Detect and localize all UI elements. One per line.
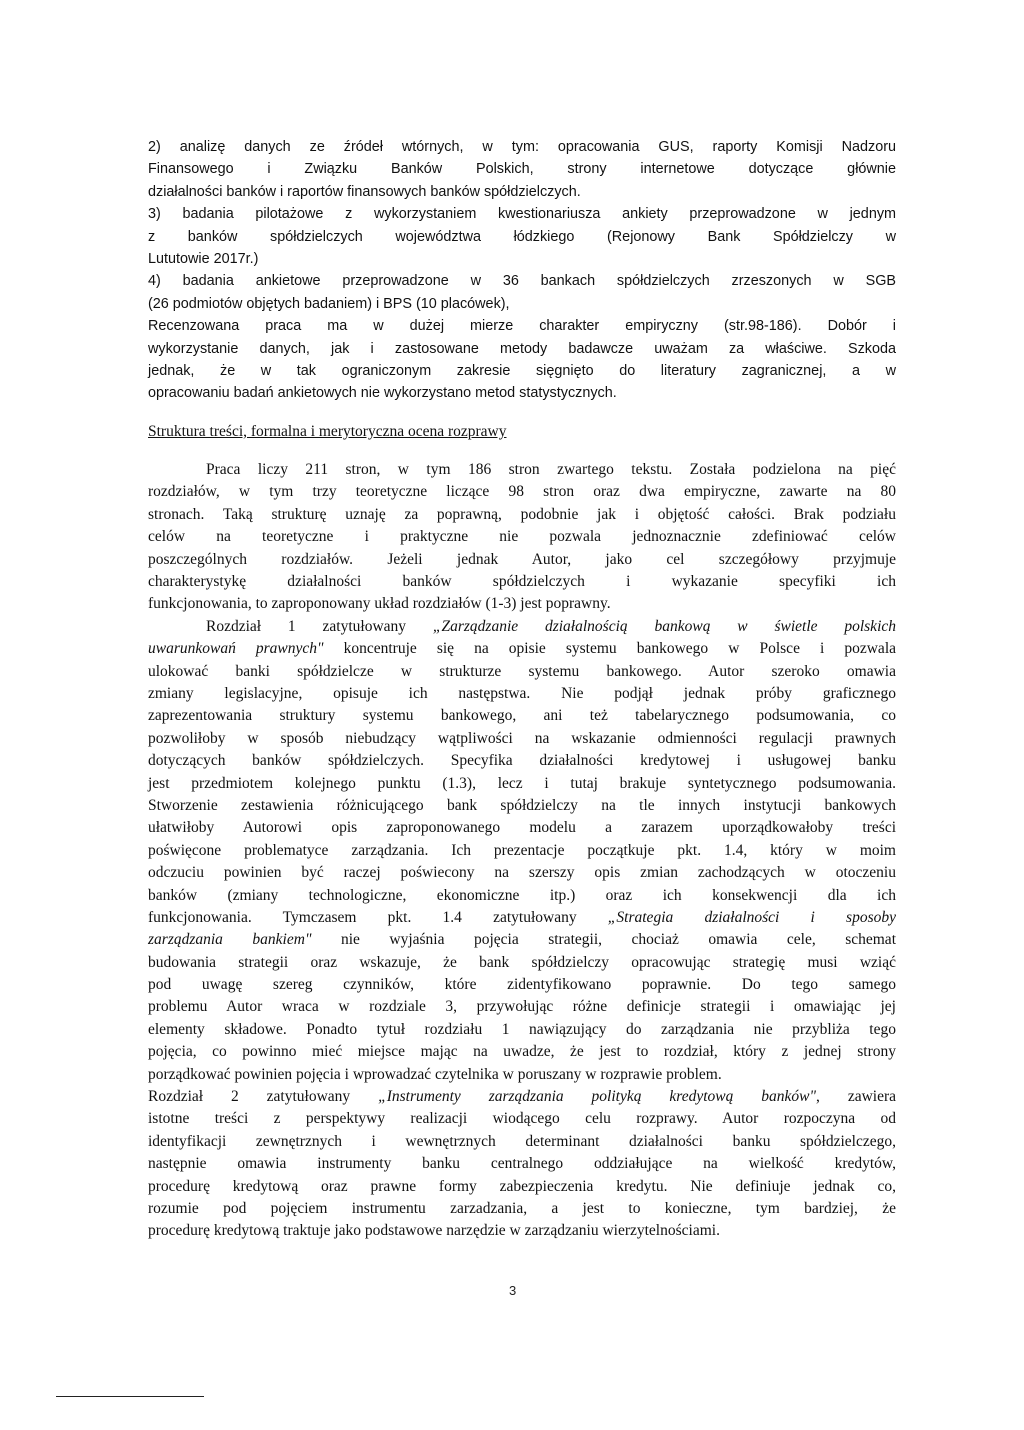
text-line: odczuciu powinien być raczej poświecony na szerszy opis zmian zachodzących w otoczeniu xyxy=(148,864,896,882)
text-line: Finansowego i Związku Banków Polskich, strony internetowe dotyczące głównie xyxy=(148,161,896,178)
text-line: opracowaniu badań ankietowych nie wykorzystano metod statystycznych. xyxy=(148,385,617,402)
text-line: jest przedmiotem kolejnego punktu (1.3), lecz i tutaj brakuje syntetycznego podsumowania. xyxy=(148,774,896,792)
text-line: zmiany legislacyjne, opisuje ich następstwa. Nie podjął jednak próby graficznego xyxy=(148,685,896,702)
section-heading: Struktura treści, formalna i merytoryczna ocena rozprawy xyxy=(148,422,507,440)
text-line: ułatwiłoby Autorowi opis zaproponowanego modelu a zarazem uporządkowałoby treści xyxy=(148,819,896,837)
text-line: banków (zmiany technologiczne, ekonomiczne itp.) oraz ich konsekwencji dla ich xyxy=(148,886,896,904)
text-line xyxy=(148,929,896,951)
chapter-2-title: „Instrumenty zarządzania polityką kredytową banków" xyxy=(378,1088,817,1106)
structure-paragraph xyxy=(148,459,896,616)
text-line: pojęcia, co powinno mieć miejsce mając na uwadze, że jest to rozdział, który z jednej strony xyxy=(148,1043,896,1061)
chapter-1-title: „Zarządzanie działalnością bankową w świetle polskich xyxy=(432,617,896,635)
text-line: identyfikacji zewnętrznych i wewnętrznych determinant działalności banku spółdzielczego, xyxy=(148,1132,896,1150)
text-line: budowania strategii oraz wskazuje, że bank spółdzielczy opracowując strategię musi wziąć xyxy=(148,953,896,971)
section-1-4-text: nie wyjaśnia pojęcia strategii, chociaż omawia cele, schemat xyxy=(311,931,896,949)
text-line: Stworzenie zestawienia różnicującego bank spółdzielczy na tle innych instytucji bankowych xyxy=(148,796,896,814)
document-page xyxy=(148,136,896,1243)
text-line: poszczególnych rozdziałów. Jeżeli jednak Autor, jako cel szczegółowy przyjmuje xyxy=(148,550,896,568)
text-line: wykorzystanie danych, jak i zastosowane metody badawcze uważam za właściwe. Szkoda xyxy=(148,340,896,357)
text-line: procedurę kredytową traktuje jako podstawowe narzędzie w zarządzaniu wierzytelnościami. xyxy=(148,1222,720,1240)
text-line: dotyczących banków spółdzielczych. Specyfika działalności kredytowej i usługowej banku xyxy=(148,752,896,770)
text-line: Recenzowana praca ma w dużej mierze charakter empiryczny (str.98-186). Dobór i xyxy=(148,318,896,335)
text-line xyxy=(148,616,896,638)
text-line: pozwoliłoby w sposób niebudzący wątpliwości na wskazanie odmienności regulacji prawnych xyxy=(148,729,896,747)
chapter-1-text: koncentruje się na opisie systemu bankowego w Polsce i pozwala xyxy=(323,640,897,658)
footnote-separator xyxy=(56,1396,204,1397)
text-line: rozdziałów, w tym trzy teoretyczne liczące 98 stron oraz dwa empiryczne, zawarte na 80 xyxy=(148,483,896,501)
chapter-1-prefix: Rozdział 1 zatytułowany xyxy=(206,617,433,635)
text-line: 3) badania pilotażowe z wykorzystaniem kwestionariusza ankiety przeprowadzone w jednym xyxy=(148,206,896,223)
text-line: elementy składowe. Ponadto tytuł rozdziału 1 nawiązujący do zarządzania nie przybliża tego xyxy=(148,1020,896,1038)
text-line: Lututowie 2017r.) xyxy=(148,250,259,267)
text-line: procedurę kredytową oraz prawne formy zabezpieczenia kredytu. Nie definiuje jednak co, xyxy=(148,1177,896,1195)
text-line: poświęcone problematyce zarządzania. Ich prezentacje początkuje pkt. 1.4, który w moim xyxy=(148,841,896,859)
chapter-2-text: , zawiera xyxy=(816,1088,897,1106)
text-line: 4) badania ankietowe przeprowadzone w 36 bankach spółdzielczych zrzeszonych w SGB xyxy=(148,273,896,290)
chapter-1-paragraph xyxy=(148,616,896,1086)
text-line: rozumie pod pojęciem instrumentu zarzadzania, a jest to konieczne, tym bardziej, że xyxy=(148,1199,896,1217)
section-1-4-title: „Strategia działalności i sposoby xyxy=(607,908,897,926)
text-line: porządkować powinien pojęcia i wprowadzać czytelnika w poruszany w rozprawie problem. xyxy=(148,1065,722,1083)
text-line: funkcjonowania, to zaproponowany układ rozdziałów (1-3) jest poprawny. xyxy=(148,595,611,613)
page-number: 3 xyxy=(509,1283,517,1298)
text-line: problemu Autor wraca w rozdziale 3, przywołując różne definicje strategii i omawiając jej xyxy=(148,998,896,1016)
text-line: jednak, że w tak ograniczonym zakresie sięgnięto do literatury zagranicznej, a w xyxy=(148,362,896,379)
text-line: następnie omawia instrumenty banku centralnego oddziałujące na wielkość kredytów, xyxy=(148,1155,896,1173)
text-line: istotne treści z perspektywy realizacji wiodącego celu rozprawy. Autor rozpoczyna od xyxy=(148,1110,896,1128)
text-line: (26 podmiotów objętych badaniem) i BPS (10 placówek), xyxy=(148,295,510,312)
text-line xyxy=(148,907,896,929)
text-line: stronach. Taką strukturę uznaję za poprawną, podobnie jak i objętość całości. Brak podziału xyxy=(148,505,896,523)
research-methods-paragraph xyxy=(148,136,896,405)
section-1-4-title-continued: zarządzania bankiem" xyxy=(148,931,312,949)
text-line: Praca liczy 211 stron, w tym 186 stron zwartego tekstu. Została podzielona na pięć xyxy=(206,461,896,479)
text-line: działalności banków i raportów finansowych banków spółdzielczych. xyxy=(148,183,581,200)
text-line xyxy=(148,638,896,660)
chapter-2-prefix: Rozdział 2 zatytułowany xyxy=(148,1088,379,1106)
chapter-1-title-continued: uwarunkowań prawnych" xyxy=(148,640,324,658)
text-line xyxy=(148,1086,896,1108)
section-1-4-prefix: funkcjonowania. Tymczasem pkt. 1.4 zatytułowany xyxy=(148,908,608,926)
text-line: zaprezentowania struktury systemu bankowego, ani też tabelarycznego podsumowania, co xyxy=(148,707,896,725)
text-line: z banków spółdzielczych województwa łódzkiego (Rejonowy Bank Spółdzielczy w xyxy=(148,228,896,245)
text-line: charakterystykę działalności banków spółdzielczych i wykazanie specyfiki ich xyxy=(148,573,896,591)
text-line: celów na teoretyczne i praktyczne nie pozwala jednoznacznie zdefiniować celów xyxy=(148,528,896,546)
chapter-2-paragraph xyxy=(148,1086,896,1243)
text-line: pod uwagę szereg czynników, które zidentyfikowano poprawnie. Do tego samego xyxy=(148,976,896,994)
text-line: ulokować banki spółdzielcze w strukturze systemu bankowego. Autor szeroko omawia xyxy=(148,662,896,680)
text-line: 2) analizę danych ze źródeł wtórnych, w tym: opracowania GUS, raporty Komisji Nadzoru xyxy=(148,139,896,155)
